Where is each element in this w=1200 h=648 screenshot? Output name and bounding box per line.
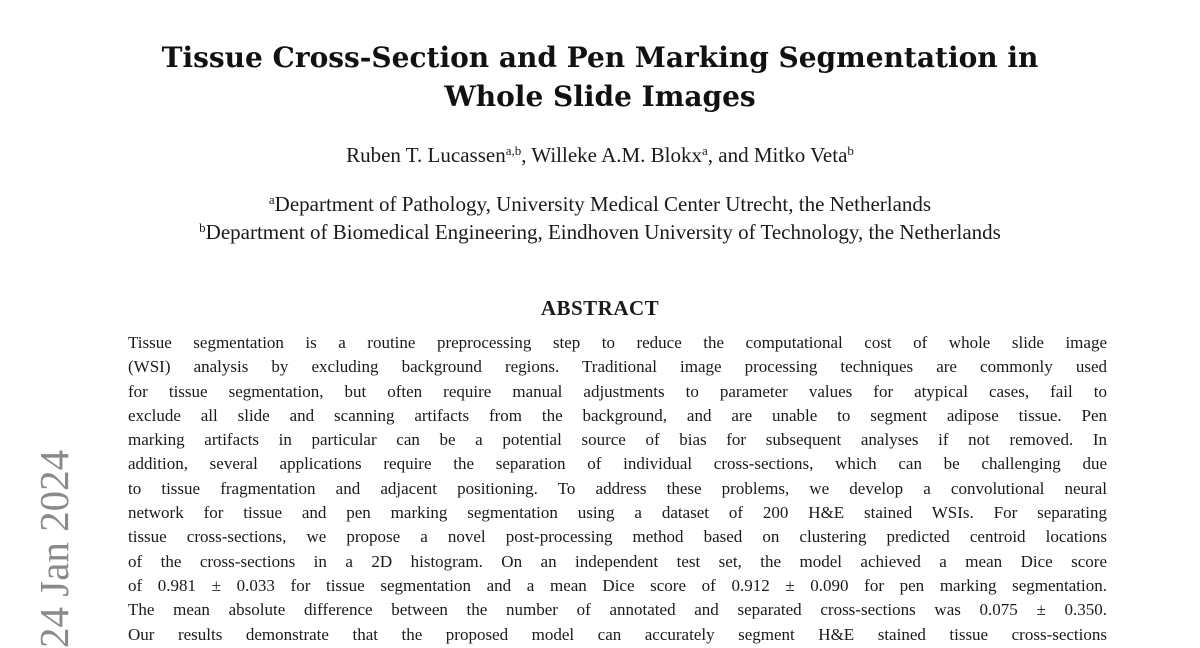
- abstract-line: for tissue segmentation, but often require manual adjustments to parameter values for atypical cases, fail to: [128, 381, 1107, 401]
- abstract-body: [128, 331, 1107, 647]
- affiliation-item: [0, 218, 1200, 246]
- abstract-line: marking artifacts in particular can be a potential source of bias for subsequent analyses if not removed. In: [128, 430, 1107, 450]
- abstract-line: addition, several applications require the separation of individual cross-sections, which can be challenging due: [128, 454, 1107, 474]
- author-name: Mitko Veta: [753, 143, 848, 167]
- abstract-line: The mean absolute difference between the number of annotated and separated cross-sections was 0.075 ± 0.350.: [128, 600, 1107, 620]
- author-name: Ruben T. Lucassen: [346, 143, 506, 167]
- abstract-line: Our results demonstrate that the proposed model can accurately segment H&E stained tissue cross-sections: [128, 624, 1107, 644]
- affiliation-mark: a: [268, 192, 275, 207]
- paper-title-line-2: Whole Slide Images: [444, 80, 756, 113]
- abstract-line: of the cross-sections in a 2D histogram. On an independent test set, the model achieved a mean Dice score: [128, 551, 1107, 571]
- paper-title: [0, 38, 1200, 116]
- author-name: Willeke A.M. Blokx: [531, 143, 703, 167]
- abstract-line: network for tissue and pen marking segmentation using a dataset of 200 H&E stained WSIs. For separating: [128, 503, 1107, 523]
- arxiv-date-stamp: [32, 450, 76, 648]
- author-separator: ,: [521, 143, 532, 167]
- abstract-line: exclude all slide and scanning artifacts from the background, and are unable to segment adipose tissue. Pen: [128, 405, 1107, 425]
- affiliation-mark: b: [199, 220, 206, 235]
- abstract-line: Tissue segmentation is a routine preprocessing step to reduce the computational cost of whole slide image: [128, 333, 1107, 352]
- affiliation-item: [0, 190, 1200, 218]
- author-affiliation-mark: b: [847, 143, 854, 158]
- affiliation-list: [0, 190, 1200, 246]
- abstract-line: (WSI) analysis by excluding background regions. Traditional image processing techniques are commonly used: [128, 357, 1107, 377]
- author-affiliation-mark: a,b: [505, 143, 522, 158]
- author-affiliation-mark: a: [702, 143, 708, 158]
- abstract-line: to tissue fragmentation and adjacent positioning. To address these problems, we develop a convolutional neural: [128, 478, 1107, 498]
- abstract-line: of 0.981 ± 0.033 for tissue segmentation and a mean Dice score of 0.912 ± 0.090 for pen marking segmentation.: [128, 575, 1107, 595]
- abstract-line: tissue cross-sections, we propose a novel post-processing method based on clustering predicted centroid locations: [128, 527, 1107, 547]
- author-list: [0, 143, 1200, 168]
- arxiv-date-text: 24 Jan 2024: [31, 449, 77, 648]
- paper-title-line-1: Tissue Cross-Section and Pen Marking Segmentation in: [161, 41, 1039, 74]
- author-separator: , and: [707, 143, 754, 167]
- affiliation-text: Department of Biomedical Engineering, Eindhoven University of Technology, the Netherlands: [205, 220, 1001, 244]
- affiliation-text: Department of Pathology, University Medical Center Utrecht, the Netherlands: [274, 192, 932, 216]
- abstract-heading: ABSTRACT: [540, 296, 660, 320]
